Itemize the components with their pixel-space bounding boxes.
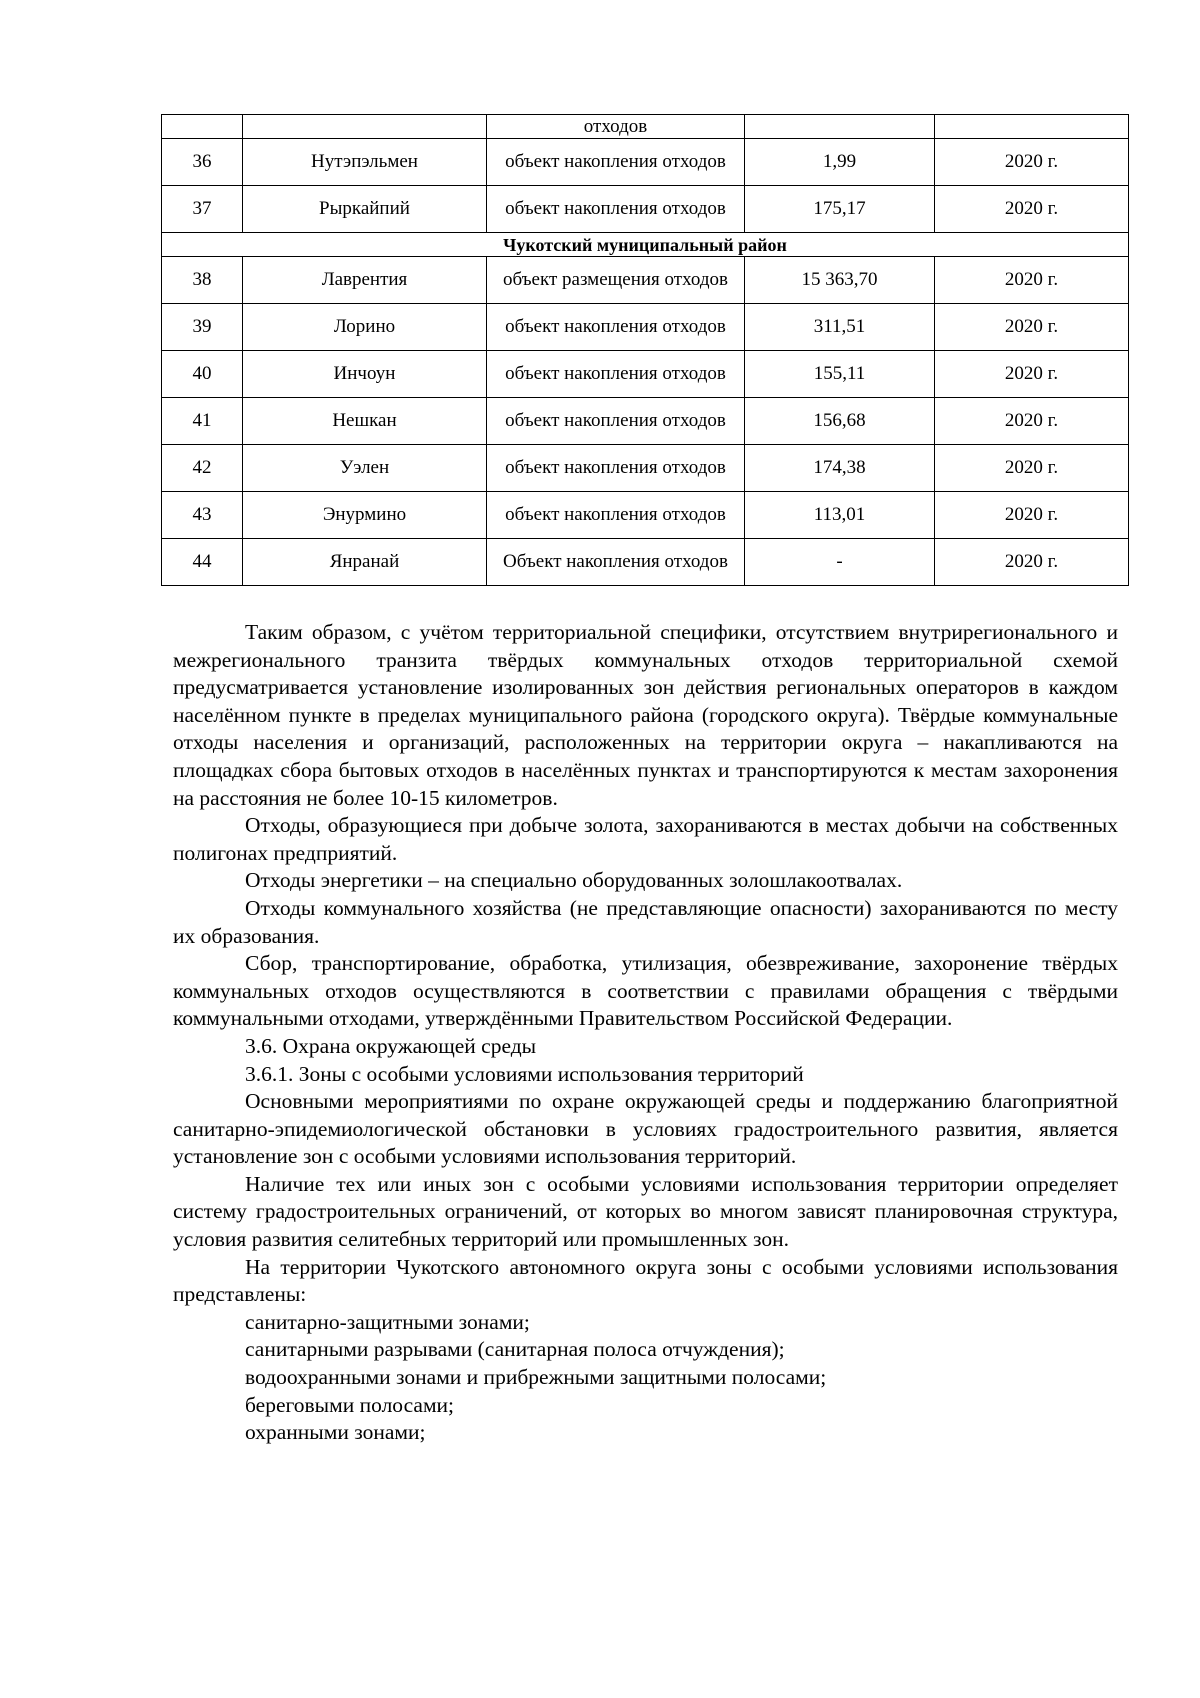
cell-year: 2020 г.	[935, 445, 1129, 492]
cell-object-type: объект накопления отходов	[487, 304, 745, 351]
cell-object-type: объект накопления отходов	[487, 139, 745, 186]
cell-year: 2020 г.	[935, 257, 1129, 304]
cell-value: 113,01	[745, 492, 935, 539]
table-row	[162, 445, 1129, 492]
cell-number: 42	[162, 445, 243, 492]
cell-object-type: объект накопления отходов	[487, 398, 745, 445]
cell-settlement: Инчоун	[243, 351, 487, 398]
cell-value: 156,68	[745, 398, 935, 445]
cell-number: 37	[162, 186, 243, 233]
cell-object-type: Объект накопления отходов	[487, 539, 745, 586]
section-heading: 3.6. Охрана окружающей среды	[245, 1033, 537, 1058]
paragraph: Отходы коммунального хозяйства (не представляющие опасности) захораниваются по месту их образования.	[173, 895, 1118, 948]
table-row	[162, 492, 1129, 539]
cell-number: 40	[162, 351, 243, 398]
table-body	[162, 115, 1129, 586]
cell-year	[935, 115, 1129, 139]
cell-value: 311,51	[745, 304, 935, 351]
cell-year: 2020 г.	[935, 539, 1129, 586]
cell-year: 2020 г.	[935, 139, 1129, 186]
list-item: санитарными разрывами (санитарная полоса отчуждения);	[245, 1337, 785, 1362]
list-item: водоохранными зонами и прибрежными защитными полосами;	[245, 1365, 827, 1390]
waste-objects-table	[161, 114, 1129, 586]
cell-number: 38	[162, 257, 243, 304]
paragraph: На территории Чукотского автономного округа зоны с особыми условиями использования представлены:	[173, 1254, 1118, 1307]
cell-number	[162, 115, 243, 139]
cell-settlement: Рыркайпий	[243, 186, 487, 233]
cell-settlement: Лорино	[243, 304, 487, 351]
cell-year: 2020 г.	[935, 186, 1129, 233]
cell-settlement	[243, 115, 487, 139]
cell-value: 174,38	[745, 445, 935, 492]
cell-year: 2020 г.	[935, 492, 1129, 539]
list-item: береговыми полосами;	[245, 1392, 455, 1417]
list-item: санитарно-защитными зонами;	[245, 1309, 530, 1334]
cell-object-type: объект накопления отходов	[487, 351, 745, 398]
cell-year: 2020 г.	[935, 304, 1129, 351]
cell-settlement: Янранай	[243, 539, 487, 586]
cell-value: 175,17	[745, 186, 935, 233]
paragraph: Таким образом, с учётом территориальной специфики, отсутствием внутрирегионального и межрегионального транзита твёрдых коммунальных отходов территориальной схемой предусматривается установление изолированных зон действия региональных операторов в каждом населённом пункте в пределах муниципального района (городского округа). Твёрдые коммунальные отходы населения и организаций, расположенных на территории округа – накапливаются на площадках сбора бытовых отходов в населённых пунктах и транспортируются к местам захоронения на расстояния не более 10-15 километров.	[173, 620, 1118, 810]
cell-year: 2020 г.	[935, 351, 1129, 398]
cell-object-type: объект накопления отходов	[487, 492, 745, 539]
cell-value: -	[745, 539, 935, 586]
table-row	[162, 186, 1129, 233]
cell-settlement: Лаврентия	[243, 257, 487, 304]
paragraph: Основными мероприятиями по охране окружающей среды и поддержанию благоприятной санитарно-эпидемиологической обстановки в условиях градостроительного развития, является установление зон с особыми условиями использования территорий.	[173, 1089, 1118, 1169]
table-row	[162, 304, 1129, 351]
cell-value: 1,99	[745, 139, 935, 186]
cell-object-type: объект накопления отходов	[487, 445, 745, 492]
paragraph: Наличие тех или иных зон с особыми условиями использования территории определяет систему градостроительных ограничений, от которых во многом зависят планировочная структура, условия развития селитебных территорий или промышленных зон.	[173, 1171, 1118, 1252]
paragraph: Отходы энергетики – на специально оборудованных золошлакоотвалах.	[245, 868, 903, 893]
cell-number: 36	[162, 139, 243, 186]
cell-object-type: объект накопления отходов	[487, 186, 745, 233]
body-text	[173, 619, 1118, 1447]
cell-settlement: Нешкан	[243, 398, 487, 445]
paragraph: Сбор, транспортирование, обработка, утилизация, обезвреживание, захоронение твёрдых коммунальных отходов осуществляются в соответствии с правилами обращения с твёрдыми коммунальными отходами, утверждёнными Правительством Российской Федерации.	[173, 951, 1118, 1031]
cell-value	[745, 115, 935, 139]
cell-number: 39	[162, 304, 243, 351]
cell-number: 41	[162, 398, 243, 445]
cell-settlement: Энурмино	[243, 492, 487, 539]
district-title: Чукотский муниципальный район	[162, 233, 1129, 257]
cell-settlement: Нутэпэльмен	[243, 139, 487, 186]
cell-object-type: объект размещения отходов	[487, 257, 745, 304]
cell-settlement: Уэлен	[243, 445, 487, 492]
table-row	[162, 539, 1129, 586]
cell-value: 155,11	[745, 351, 935, 398]
list-item: охранными зонами;	[245, 1420, 426, 1445]
table-row-continued	[162, 115, 1129, 139]
table-row	[162, 398, 1129, 445]
cell-object-type: отходов	[487, 115, 745, 139]
table-row	[162, 351, 1129, 398]
cell-number: 44	[162, 539, 243, 586]
cell-year: 2020 г.	[935, 398, 1129, 445]
subsection-heading: 3.6.1. Зоны с особыми условиями использования территорий	[245, 1061, 804, 1086]
district-header-row	[162, 233, 1129, 257]
table-row	[162, 257, 1129, 304]
table-row	[162, 139, 1129, 186]
cell-number: 43	[162, 492, 243, 539]
paragraph: Отходы, образующиеся при добыче золота, захораниваются в местах добычи на собственных полигонах предприятий.	[173, 813, 1118, 865]
cell-value: 15 363,70	[745, 257, 935, 304]
